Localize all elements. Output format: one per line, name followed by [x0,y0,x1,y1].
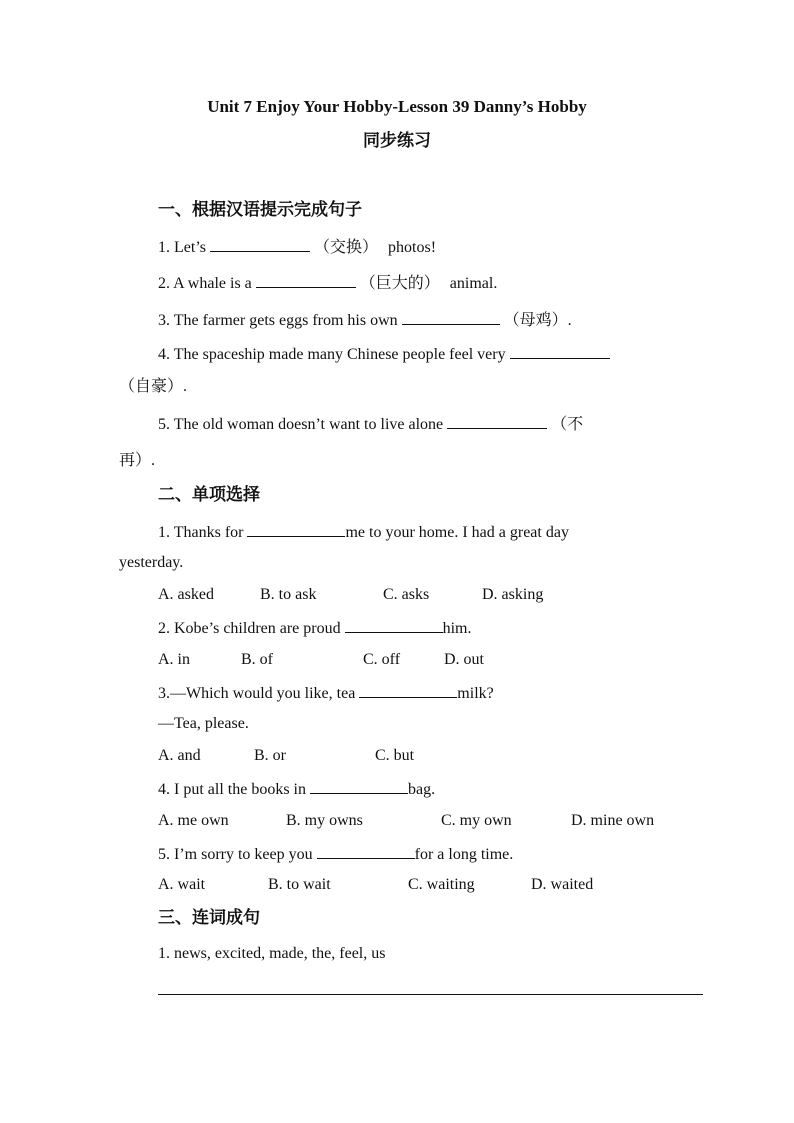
s2-question-5: 5. I’m sorry to keep you for a long time. [158,843,513,865]
option-a[interactable]: A. me own [158,812,229,829]
s1-question-4-hint: （自豪）. [119,378,188,395]
s2-question-4: 4. I put all the books in bag. [158,778,435,800]
answer-blank[interactable] [210,236,310,252]
option-c[interactable]: C. but [375,747,415,764]
option-b[interactable]: B. my owns [286,812,363,829]
hint: （巨大的） [359,275,440,292]
answer-blank[interactable] [402,309,500,325]
s2-question-3: 3.—Which would you like, tea milk? [158,682,494,704]
hint: （交换） [314,239,379,256]
section-3-heading: 三、连词成句 [158,908,260,927]
answer-blank[interactable] [345,617,443,633]
s1-question-3: 3. The farmer gets eggs from his own （母鸡）. [158,309,572,331]
s1-question-5-hint: 再）. [119,452,156,469]
answer-blank[interactable] [317,843,415,859]
s2-question-3-reply: —Tea, please. [158,715,249,732]
s2-question-1-cont: yesterday. [119,554,184,571]
option-c[interactable]: C. waiting [408,876,475,893]
s3-question-1: 1. news, excited, made, the, feel, us [158,945,386,962]
option-c[interactable]: C. asks [383,586,430,603]
s1-question-1: 1. Let’s （交换） photos! [158,236,436,258]
option-d[interactable]: D. waited [531,876,594,893]
s1-question-5: 5. The old woman doesn’t want to live alone （不 [158,413,583,435]
option-d[interactable]: D. out [444,651,484,668]
section-1-heading: 一、根据汉语提示完成句子 [158,200,362,219]
answer-line[interactable] [158,994,703,995]
s1-question-2: 2. A whale is a （巨大的） animal. [158,272,497,294]
option-a[interactable]: A. wait [158,876,206,893]
option-d[interactable]: D. mine own [571,812,655,829]
s2-question-1: 1. Thanks for me to your home. I had a great day [158,521,569,543]
answer-blank[interactable] [256,272,356,288]
answer-blank[interactable] [247,521,345,537]
option-b[interactable]: B. of [241,651,273,668]
option-b[interactable]: B. or [254,747,286,764]
answer-blank[interactable] [510,343,610,359]
option-b[interactable]: B. to wait [268,876,331,893]
option-a[interactable]: A. asked [158,586,214,603]
page-subtitle: 同步练习 [363,131,431,150]
section-2-heading: 二、单项选择 [158,485,260,504]
answer-blank[interactable] [447,413,547,429]
s1-question-4: 4. The spaceship made many Chinese people feel very [158,343,610,365]
option-a[interactable]: A. in [158,651,190,668]
hint: （母鸡）. [503,312,572,329]
option-b[interactable]: B. to ask [260,586,317,603]
s2-question-2: 2. Kobe’s children are proud him. [158,617,472,639]
hint: （不 [551,416,584,433]
option-c[interactable]: C. my own [441,812,512,829]
answer-blank[interactable] [310,778,408,794]
option-c[interactable]: C. off [363,651,401,668]
option-a[interactable]: A. and [158,747,201,764]
page-title: Unit 7 Enjoy Your Hobby-Lesson 39 Danny’s Hobby [207,97,587,116]
answer-blank[interactable] [359,682,457,698]
option-d[interactable]: D. asking [482,586,544,603]
